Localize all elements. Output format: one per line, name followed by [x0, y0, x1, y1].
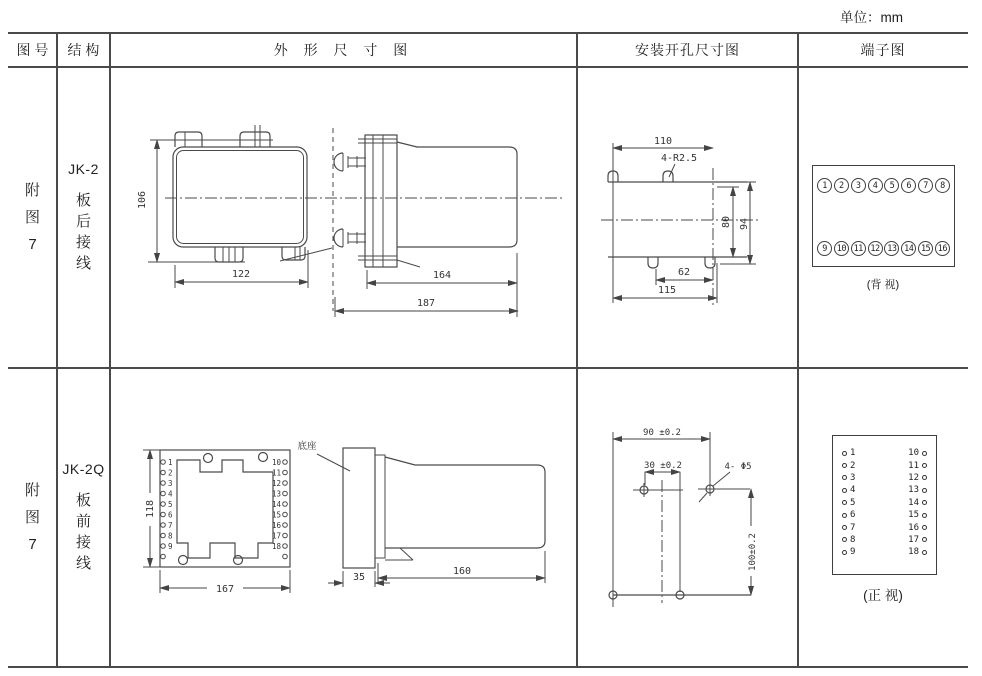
- svg-text:9: 9: [168, 542, 173, 551]
- terminal-box-front-view: [832, 435, 937, 575]
- terminal-dot: [922, 513, 927, 518]
- dim-top-width: 110: [653, 136, 673, 147]
- dim-base-depth: 35: [352, 572, 366, 583]
- terminal-item: 6: [842, 509, 855, 521]
- dim-horizontal-span: 90 ±0.2: [643, 428, 681, 438]
- terminal-item: 14: [908, 497, 927, 509]
- figure-char: 附: [24, 182, 40, 199]
- panel-front-view: [160, 450, 290, 567]
- terminal-circle: 1: [817, 178, 832, 193]
- svg-text:16: 16: [271, 521, 281, 530]
- row2-terminal-cell: [798, 368, 968, 666]
- dim-height: 106: [137, 190, 148, 210]
- row1-mounting-cell: [577, 67, 798, 368]
- front-view-dimensions: [137, 140, 308, 288]
- row1-outline-cell: [110, 67, 577, 368]
- svg-text:13: 13: [271, 489, 281, 499]
- row2-mounting-cell: [577, 368, 798, 666]
- row1-figure-no-cell: [8, 67, 57, 368]
- relay-front-view: [148, 125, 332, 262]
- terminal-circle: 10: [834, 241, 849, 256]
- table-border-bottom: [8, 666, 968, 668]
- terminal-circle: 3: [851, 178, 866, 193]
- svg-text:15: 15: [271, 510, 281, 520]
- terminal-item: 17: [908, 534, 927, 546]
- header-outline-dims: 外 形 尺 寸 图: [273, 41, 414, 58]
- hole-note: 4-R2.5: [660, 153, 698, 164]
- terminal-dot: [922, 537, 927, 542]
- dim-outer-height: 94: [739, 217, 750, 231]
- dim-bottom-width: 115: [657, 285, 677, 296]
- drilling-layout: [609, 432, 751, 607]
- figure-char: 7: [28, 535, 37, 553]
- wiring-char: 线: [75, 554, 91, 572]
- terminal-circle: 11: [851, 241, 866, 256]
- svg-text:12: 12: [271, 479, 281, 488]
- svg-text:17: 17: [271, 531, 281, 541]
- header-structure: 结 构: [67, 41, 100, 58]
- svg-text:11: 11: [271, 468, 281, 478]
- panel-terminals-right: [272, 458, 287, 559]
- row1-terminal-cell: [798, 67, 968, 368]
- terminal-circle: 4: [868, 178, 883, 193]
- row2-figure-no-cell: [8, 368, 57, 666]
- terminal-item: 3: [842, 472, 855, 484]
- terminal-dot: [922, 463, 927, 468]
- terminal-item: 1: [842, 447, 855, 459]
- terminal-circle: 16: [935, 241, 950, 256]
- panel-cutout-profile: [601, 143, 761, 308]
- dim-depth: 164: [432, 270, 452, 281]
- dim-vertical-span: 100±0.2: [748, 533, 758, 571]
- wiring-char: 接: [75, 533, 91, 551]
- header-mounting-dims: 安装开孔尺寸图: [635, 41, 740, 58]
- terminal-col-left: [842, 447, 855, 559]
- wiring-char: 板: [75, 192, 91, 209]
- wiring-char: 前: [75, 512, 91, 530]
- terminal-dot: [842, 550, 847, 555]
- svg-text:8: 8: [168, 531, 173, 541]
- terminal-item: 8: [842, 534, 855, 546]
- svg-text:6: 6: [168, 510, 173, 520]
- terminal-dot: [842, 488, 847, 493]
- row2-structure-cell: [57, 368, 110, 666]
- terminal-item: 11: [908, 459, 927, 471]
- svg-text:1: 1: [168, 458, 173, 467]
- figure-char: 7: [28, 236, 37, 253]
- terminal-circle: 6: [901, 178, 916, 193]
- dim-inner-height: 80: [721, 215, 732, 229]
- terminal-circle: 7: [918, 178, 933, 193]
- terminal-item: 10: [908, 447, 927, 459]
- svg-text:14: 14: [271, 500, 281, 509]
- terminal-dot: [842, 500, 847, 505]
- terminal-item: 18: [908, 546, 927, 558]
- wiring-char: 后: [75, 213, 91, 230]
- terminal-dot: [922, 475, 927, 480]
- terminal-item: 5: [842, 497, 855, 509]
- terminal-item: 13: [908, 484, 927, 496]
- svg-text:3: 3: [168, 479, 173, 488]
- terminal-row-bottom: [817, 241, 950, 256]
- side-view-dimensions: [335, 253, 518, 317]
- panel-terminals-left: [161, 458, 173, 559]
- terminal-item: 12: [908, 472, 927, 484]
- terminal-col-right: [908, 447, 927, 559]
- dim-slot-width: 62: [677, 267, 691, 278]
- terminal-dot: [842, 525, 847, 530]
- terminal-circle: 12: [868, 241, 883, 256]
- terminal-dot: [922, 488, 927, 493]
- svg-text:2: 2: [168, 468, 173, 478]
- terminal-dot: [842, 537, 847, 542]
- model-label: JK-2: [68, 161, 99, 177]
- mounting-drawing-jk2: [577, 67, 798, 368]
- mounting-drawing-jk2q: [577, 368, 798, 666]
- terminal-item: 15: [908, 509, 927, 521]
- header-figure-no: 图 号: [16, 41, 49, 58]
- terminal-circle: 8: [935, 178, 950, 193]
- svg-text:18: 18: [271, 542, 281, 551]
- terminal-circle: 9: [817, 241, 832, 256]
- dim-total-depth: 187: [416, 298, 436, 309]
- dim-horizontal-offset: 30 ±0.2: [644, 461, 682, 471]
- terminal-box-back-view: [812, 165, 955, 267]
- wiring-char: 线: [75, 255, 91, 272]
- terminal-circle: 2: [834, 178, 849, 193]
- terminal-dot: [842, 463, 847, 468]
- dim-body-depth: 160: [452, 566, 472, 577]
- svg-text:7: 7: [168, 521, 173, 530]
- header-terminal-diagram: 端子图: [860, 41, 906, 58]
- terminal-dot: [922, 525, 927, 530]
- svg-text:10: 10: [271, 458, 281, 467]
- wiring-char: 接: [75, 234, 91, 251]
- terminal-circle: 5: [884, 178, 899, 193]
- figure-char: 附: [24, 481, 40, 499]
- terminal-dot: [842, 475, 847, 480]
- row1-structure-cell: [57, 67, 110, 368]
- outline-drawing-jk2: [110, 67, 577, 368]
- unit-label: 单位：mm: [840, 10, 903, 25]
- terminal-dot: [922, 451, 927, 456]
- terminal-circle: 15: [918, 241, 933, 256]
- svg-text:4: 4: [168, 489, 173, 499]
- terminal-item: 16: [908, 521, 927, 533]
- terminal-row-top: [817, 178, 950, 193]
- terminal-circle: 14: [901, 241, 916, 256]
- model-label: JK-2Q: [62, 460, 105, 477]
- row2-outline-cell: [110, 368, 577, 666]
- dim-panel-width: 167: [215, 584, 235, 595]
- base-side-view: [297, 440, 545, 568]
- terminal-caption-front: (正 视): [863, 588, 903, 603]
- terminal-item: 9: [842, 546, 855, 558]
- terminal-item: 4: [842, 484, 855, 496]
- terminal-caption-back: (背 视): [866, 279, 900, 291]
- dim-width: 122: [231, 269, 251, 280]
- terminal-dot: [922, 500, 927, 505]
- side-view-dimensions: [328, 551, 545, 587]
- outline-drawing-jk2q: [110, 368, 577, 666]
- relay-side-view: [333, 128, 517, 311]
- terminal-dot: [842, 513, 847, 518]
- terminal-item: 7: [842, 521, 855, 533]
- drilling-dimensions: [613, 428, 758, 595]
- terminal-item: 2: [842, 459, 855, 471]
- hole-note: 4- Φ5: [724, 462, 752, 472]
- terminal-dot: [922, 550, 927, 555]
- figure-char: 图: [24, 508, 40, 526]
- dim-panel-height: 118: [145, 499, 156, 519]
- wiring-char: 板: [75, 491, 91, 509]
- terminal-circle: 13: [884, 241, 899, 256]
- terminal-dot: [842, 451, 847, 456]
- figure-char: 图: [24, 209, 40, 226]
- base-label: 底座: [297, 441, 317, 452]
- svg-text:5: 5: [168, 500, 173, 509]
